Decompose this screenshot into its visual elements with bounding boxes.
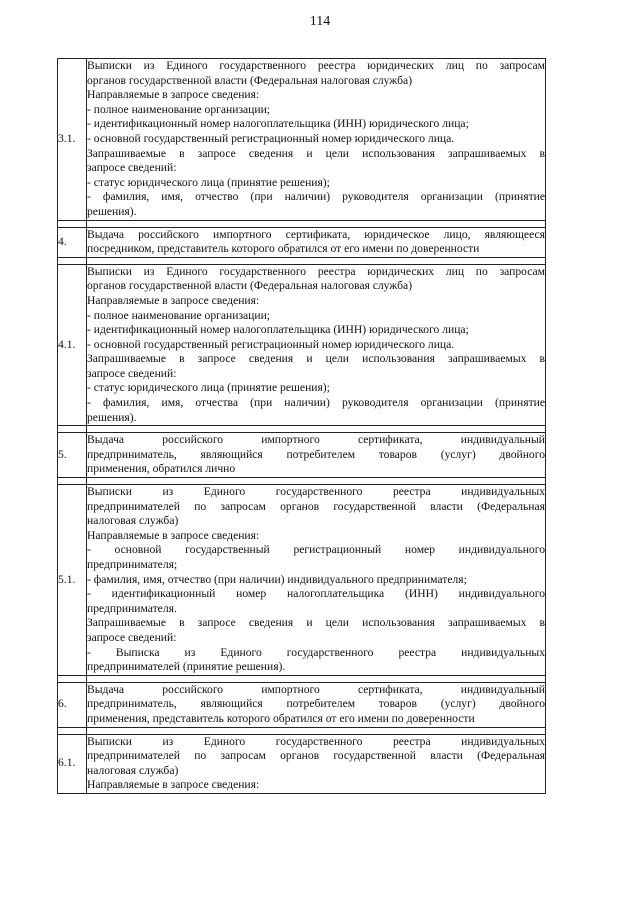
spacer-cell bbox=[87, 675, 546, 682]
row-spacer bbox=[58, 675, 546, 682]
row-content bbox=[87, 433, 546, 478]
text-line: решения). bbox=[87, 204, 137, 218]
text-line: - Выписка из Единого государственного реестра индивидуальных bbox=[87, 645, 545, 659]
text-line: запросе сведений: bbox=[87, 366, 177, 380]
text-line: предприниматель, являющийся потребителем товаров (услуг) двойного bbox=[87, 447, 545, 461]
row-content bbox=[87, 264, 546, 426]
text-line: Направляемые в запросе сведения: bbox=[87, 88, 260, 102]
row-content bbox=[87, 682, 546, 727]
table-row bbox=[58, 264, 546, 426]
row-number: 3.1. bbox=[58, 59, 87, 221]
text-line: Выписки из Единого государственного реестра юридических лиц по запросам bbox=[87, 264, 545, 278]
text-line: - идентификационный номер налогоплательщика (ИНН) индивидуального bbox=[87, 587, 545, 601]
table-body bbox=[58, 59, 546, 794]
table-row bbox=[58, 433, 546, 478]
row-content bbox=[87, 227, 546, 257]
text-line: - статус юридического лица (принятие решения); bbox=[87, 381, 330, 395]
text-line: Запрашиваемые в запросе сведения и цели использования запрашиваемых в bbox=[87, 616, 545, 630]
text-line: посредником, представитель которого обратился от его имени по доверенности bbox=[87, 242, 480, 256]
spacer-cell bbox=[87, 220, 546, 227]
text-line: применения, обратился лично bbox=[87, 462, 236, 476]
text-line: - полное наименование организации; bbox=[87, 102, 271, 116]
row-content bbox=[87, 485, 546, 676]
text-line: решения). bbox=[87, 410, 137, 424]
text-line: Запрашиваемые в запросе сведения и цели использования запрашиваемых в bbox=[87, 146, 545, 160]
spacer-cell bbox=[58, 220, 87, 227]
row-number: 5. bbox=[58, 433, 87, 478]
text-line: - фамилия, имя, отчество (при наличии) индивидуального предпринимателя; bbox=[87, 572, 467, 586]
spacer-cell bbox=[58, 478, 87, 485]
text-line: Выдача российского импортного сертификата, индивидуальный bbox=[87, 433, 545, 447]
text-line: Выписки из Единого государственного реестра индивидуальных bbox=[87, 485, 545, 499]
row-number: 4.1. bbox=[58, 264, 87, 426]
text-line: запросе сведений: bbox=[87, 630, 177, 644]
text-line: - полное наименование организации; bbox=[87, 308, 271, 322]
text-line: - фамилия, имя, отчество (при наличии) руководителя организации (принятие bbox=[87, 190, 545, 204]
text-line: предпринимателей (принятие решения). bbox=[87, 660, 286, 674]
text-line: - фамилия, имя, отчества (при наличии) руководителя организации (принятие bbox=[87, 396, 545, 410]
text-line: - статус юридического лица (принятие решения); bbox=[87, 175, 330, 189]
text-line: - идентификационный номер налогоплательщика (ИНН) юридического лица; bbox=[87, 117, 469, 131]
spacer-cell bbox=[87, 426, 546, 433]
table-row bbox=[58, 59, 546, 221]
spacer-cell bbox=[58, 727, 87, 734]
page-number: 114 bbox=[309, 14, 331, 29]
document-table bbox=[57, 58, 546, 794]
table-row bbox=[58, 227, 546, 257]
spacer-cell bbox=[87, 727, 546, 734]
text-line: предпринимателя; bbox=[87, 558, 178, 571]
text-line: налоговая служба) bbox=[87, 763, 179, 777]
row-spacer bbox=[58, 426, 546, 433]
text-line: - идентификационный номер налогоплательщика (ИНН) юридического лица; bbox=[87, 323, 469, 337]
table-row bbox=[58, 485, 546, 676]
spacer-cell bbox=[87, 257, 546, 264]
spacer-cell bbox=[58, 675, 87, 682]
text-line: предпринимателей по запросам органов государственной власти (Федеральная bbox=[87, 499, 545, 513]
text-line: - основной государственный регистрационный номер юридического лица. bbox=[87, 131, 455, 145]
text-line: Выписки из Единого государственного реестра индивидуальных bbox=[87, 734, 545, 748]
text-line: - основной государственный регистрационный номер юридического лица. bbox=[87, 337, 455, 351]
spacer-cell bbox=[58, 257, 87, 264]
row-number: 5.1. bbox=[58, 485, 87, 676]
text-line: Направляемые в запросе сведения: bbox=[87, 293, 260, 307]
row-content bbox=[87, 734, 546, 793]
text-line: налоговая служба) bbox=[87, 514, 179, 528]
row-spacer bbox=[58, 727, 546, 734]
row-content bbox=[87, 59, 546, 221]
spacer-cell bbox=[87, 478, 546, 485]
text-line: предпринимателя. bbox=[87, 601, 177, 615]
text-line: Выдача российского импортного сертификата, индивидуальный bbox=[87, 682, 545, 696]
text-line: Направляемые в запросе сведения: bbox=[87, 528, 260, 542]
table-row bbox=[58, 734, 546, 793]
text-line: Выдача российского импортного сертификата, юридическое лицо, являющееся bbox=[87, 227, 545, 241]
row-spacer bbox=[58, 220, 546, 227]
text-line: органов государственной власти (Федеральная налоговая служба) bbox=[87, 279, 413, 293]
row-spacer bbox=[58, 478, 546, 485]
row-number: 6. bbox=[58, 682, 87, 727]
text-line: запросе сведений: bbox=[87, 161, 177, 175]
row-spacer bbox=[58, 257, 546, 264]
text-line: применения, представитель которого обратился от его имени по доверенности bbox=[87, 711, 475, 725]
text-line: Выписки из Единого государственного реестра юридических лиц по запросам bbox=[87, 59, 545, 72]
table-row bbox=[58, 682, 546, 727]
text-line: органов государственной власти (Федеральная налоговая служба) bbox=[87, 73, 413, 87]
row-number: 4. bbox=[58, 227, 87, 257]
text-line: предприниматель, являющийся потребителем товаров (услуг) двойного bbox=[87, 697, 545, 711]
text-line: Запрашиваемые в запросе сведения и цели использования запрашиваемых в bbox=[87, 352, 545, 366]
row-number: 6.1. bbox=[58, 734, 87, 793]
text-line: Направляемые в запросе сведения: bbox=[87, 778, 260, 792]
text-line: предпринимателей по запросам органов государственной власти (Федеральная bbox=[87, 749, 545, 763]
text-line: - основной государственный регистрационный номер индивидуального bbox=[87, 543, 545, 557]
spacer-cell bbox=[58, 426, 87, 433]
